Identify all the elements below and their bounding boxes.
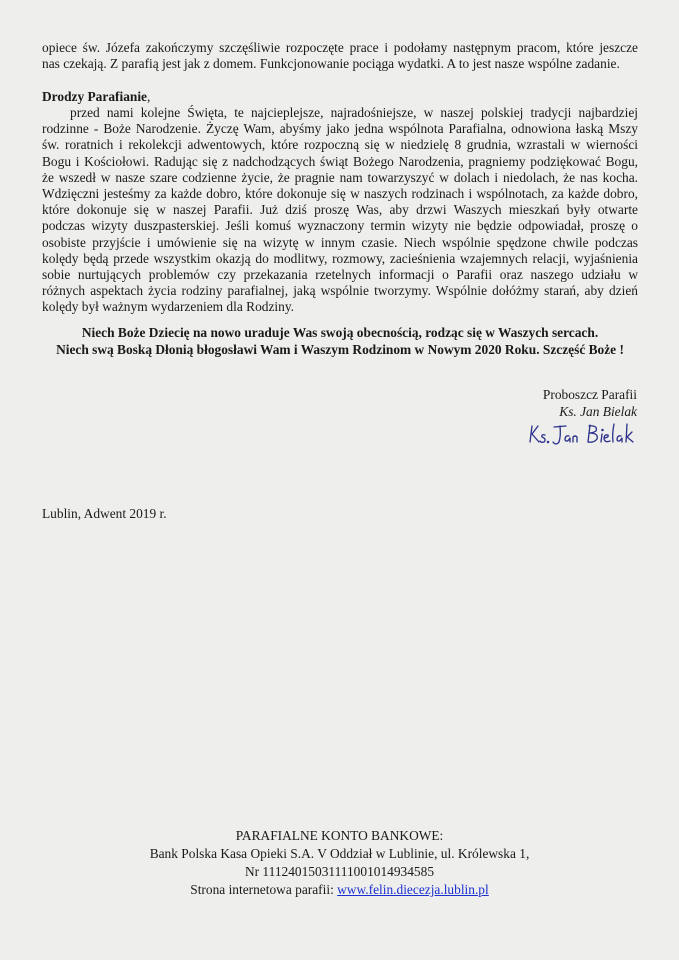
salutation: Drodzy Parafianie xyxy=(42,89,147,104)
text-line: nas czekają. Z parafią jest jak z domem. Funkcjonowanie pociąga wydatki. A to jest nasze wspólne zadanie. xyxy=(42,56,620,72)
signoff-title: Proboszcz Parafii xyxy=(542,387,637,402)
place-date: Lublin, Adwent 2019 r. xyxy=(42,506,167,521)
website-link[interactable]: www.felin.diecezja.lublin.pl xyxy=(337,882,489,897)
text-line: św. roratnich i rekolekcji adwentowych, które rozpoczną się w niedzielę 8 grudnia, wzrastali w wierności xyxy=(42,137,638,153)
footer-heading: PARAFIALNE KONTO BANKOWE: xyxy=(235,828,444,843)
text-line: przed nami kolejne Święta, te najcieplejsze, najradośniejsze, w naszej polskiej tradycji najbardziej xyxy=(70,105,638,120)
text-line: Wdzięczni jesteśmy za każde dobro, które dokonuje się w naszych rodzinach i wspólnotach, za każde dobro, xyxy=(42,186,638,202)
blessing xyxy=(40,324,640,358)
blessing-line: Niech swą Boską Dłonią błogosławi Wam i Waszym Rodzinom w Nowym 2020 Roku. Szczęść Boże ! xyxy=(56,342,624,357)
salutation-comma: , xyxy=(147,89,151,104)
opening-paragraph xyxy=(42,40,638,72)
text-line: sobie nurtujących problemów czy przekazania rzetelnych informacji o Parafii oraz naszego udziału w xyxy=(42,267,638,283)
blessing-line: Niech Boże Dziecię na nowo uraduje Was swoją obecnością, rodząc się w Waszych sercach. xyxy=(81,325,599,340)
website-line xyxy=(0,881,679,899)
text-line: osobiste przyjście i umówienie się na wizytę w innym czasie. Niech wspólnie spędzone chwile podczas xyxy=(42,234,638,250)
text-line: kolędy będą przede wszystkim okazją do modlitwy, rozmowy, zacieśnienia wzajemnych relacji, wyjaśnienia xyxy=(42,250,638,266)
text-line: różnych aspektach życia rodziny parafialnej, jaką wspólnie tworzymy. Wspólnie dołóżmy starań, aby dzień xyxy=(42,283,638,299)
signoff xyxy=(543,386,637,420)
text-line: które dokonuje się w naszej Parafii. Już dziś proszę Was, aby drzwi Waszych mieszkań były otwarte xyxy=(42,202,638,218)
text-line: Bogu i Kościołowi. Radując się z nadchodzących świąt Bożego Narodzenia, pragniemy podziękować Bogu, xyxy=(42,153,638,169)
body-paragraph xyxy=(42,105,638,316)
text-line: podczas wizyty duszpasterskiej. Jeśli komuś wyznaczony termin wizyty nie będzie odpowiadał, proszę o xyxy=(42,218,638,234)
bank-footer xyxy=(0,827,679,899)
website-label: Strona internetowa parafii: xyxy=(190,882,338,897)
handwritten-signature xyxy=(528,418,640,448)
signoff-name: Ks. Jan Bielak xyxy=(559,404,637,419)
account-number: Nr 11124015031111001014934585 xyxy=(244,864,435,879)
text-line: że wszedł w nasze szare codzienne życie, że pragnie nam towarzyszyć w dolach i niedolach, że nas kocha. xyxy=(42,169,638,185)
text-line: rodzinne - Boże Narodzenie. Życzę Wam, abyśmy jako jedna wspólnota Parafialna, odnowiona łaską Mszy xyxy=(42,121,638,137)
text-line: kolędy był ważnym wydarzeniem dla Rodziny. xyxy=(42,299,294,315)
salutation-line xyxy=(42,89,638,105)
bank-address: Bank Polska Kasa Opieki S.A. V Oddział w Lublinie, ul. Królewska 1, xyxy=(149,846,530,861)
text-line: opiece św. Józefa zakończymy szczęśliwie rozpoczęte prace i podołamy następnym pracom, które jeszcze xyxy=(42,40,638,55)
